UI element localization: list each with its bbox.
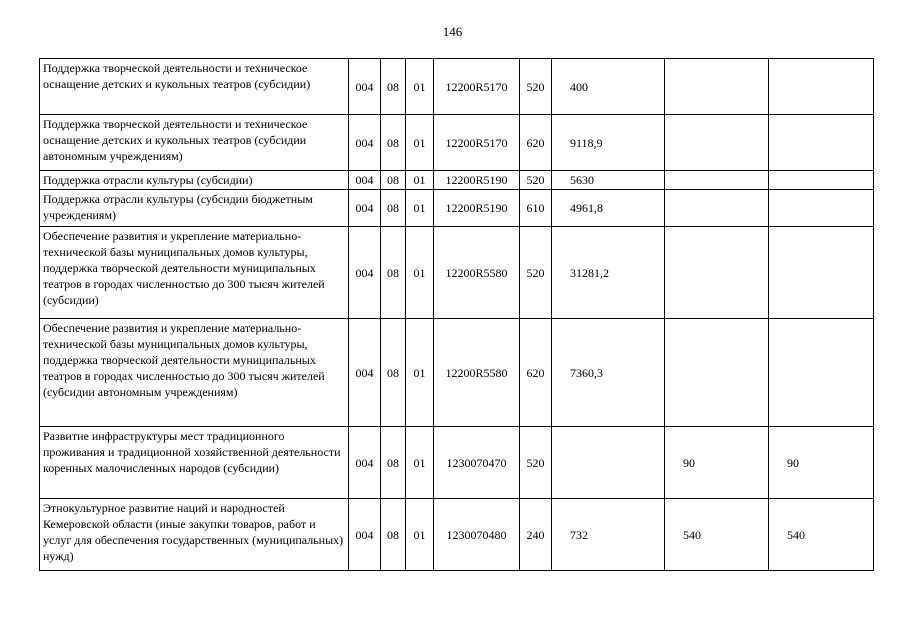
section-code: 08 bbox=[381, 190, 406, 227]
amount-year-3 bbox=[769, 319, 874, 427]
grbs-code: 004 bbox=[349, 227, 381, 319]
target-article-code: 12200R5580 bbox=[434, 319, 520, 427]
subsection-code: 01 bbox=[406, 319, 434, 427]
amount-year-3 bbox=[769, 115, 874, 171]
amount-year-3: 540 bbox=[769, 499, 874, 571]
expense-type-code: 520 bbox=[520, 59, 552, 115]
amount-year-1: 31281,2 bbox=[552, 227, 665, 319]
amount-year-2 bbox=[665, 115, 769, 171]
expense-name: Поддержка творческой деятельности и техническое оснащение детских и кукольных театров (субсидии) bbox=[40, 59, 349, 115]
grbs-code: 004 bbox=[349, 171, 381, 190]
grbs-code: 004 bbox=[349, 115, 381, 171]
table-row bbox=[40, 227, 874, 319]
target-article-code: 12200R5190 bbox=[434, 190, 520, 227]
subsection-code: 01 bbox=[406, 171, 434, 190]
amount-year-3 bbox=[769, 59, 874, 115]
amount-year-1 bbox=[552, 427, 665, 499]
amount-year-3: 90 bbox=[769, 427, 874, 499]
amount-year-2: 90 bbox=[665, 427, 769, 499]
amount-year-2 bbox=[665, 59, 769, 115]
amount-year-3 bbox=[769, 171, 874, 190]
section-code: 08 bbox=[381, 319, 406, 427]
expense-type-code: 520 bbox=[520, 227, 552, 319]
table-row bbox=[40, 190, 874, 227]
section-code: 08 bbox=[381, 115, 406, 171]
expense-name: Поддержка отрасли культуры (субсидии бюджетным учреждениям) bbox=[40, 190, 349, 227]
expense-type-code: 240 bbox=[520, 499, 552, 571]
target-article-code: 12200R5190 bbox=[434, 171, 520, 190]
amount-year-1: 7360,3 bbox=[552, 319, 665, 427]
target-article-code: 1230070480 bbox=[434, 499, 520, 571]
table-row bbox=[40, 115, 874, 171]
amount-year-2 bbox=[665, 227, 769, 319]
expense-name: Этнокультурное развитие наций и народностей Кемеровской области (иные закупки товаров, работ и услуг для обеспечения государственных (муниципальных) нужд) bbox=[40, 499, 349, 571]
expense-name: Обеспечение развития и укрепление материально-технической базы муниципальных домов культуры, поддержка творческой деятельности муниципальных театров в городах численностью до 300 тысяч жителей (субсидии автономным учреждениям) bbox=[40, 319, 349, 427]
table-row bbox=[40, 427, 874, 499]
grbs-code: 004 bbox=[349, 427, 381, 499]
table-row bbox=[40, 319, 874, 427]
expense-type-code: 520 bbox=[520, 427, 552, 499]
subsection-code: 01 bbox=[406, 227, 434, 319]
section-code: 08 bbox=[381, 499, 406, 571]
amount-year-2 bbox=[665, 171, 769, 190]
expense-type-code: 520 bbox=[520, 171, 552, 190]
amount-year-1: 732 bbox=[552, 499, 665, 571]
subsection-code: 01 bbox=[406, 59, 434, 115]
subsection-code: 01 bbox=[406, 499, 434, 571]
table-row bbox=[40, 499, 874, 571]
expense-name: Развитие инфраструктуры мест традиционного проживания и традиционной хозяйственной деятельности коренных малочисленных народов (субсидии) bbox=[40, 427, 349, 499]
subsection-code: 01 bbox=[406, 427, 434, 499]
section-code: 08 bbox=[381, 171, 406, 190]
table-row bbox=[40, 171, 874, 190]
section-code: 08 bbox=[381, 227, 406, 319]
target-article-code: 12200R5580 bbox=[434, 227, 520, 319]
expense-name: Обеспечение развития и укрепление материально-технической базы муниципальных домов культуры, поддержка творческой деятельности муниципальных театров в городах численностью до 300 тысяч жителей (субсидии) bbox=[40, 227, 349, 319]
subsection-code: 01 bbox=[406, 190, 434, 227]
subsection-code: 01 bbox=[406, 115, 434, 171]
grbs-code: 004 bbox=[349, 190, 381, 227]
grbs-code: 004 bbox=[349, 319, 381, 427]
target-article-code: 12200R5170 bbox=[434, 59, 520, 115]
grbs-code: 004 bbox=[349, 499, 381, 571]
amount-year-1: 5630 bbox=[552, 171, 665, 190]
amount-year-1: 400 bbox=[552, 59, 665, 115]
expense-type-code: 620 bbox=[520, 319, 552, 427]
table-row bbox=[40, 59, 874, 115]
amount-year-3 bbox=[769, 227, 874, 319]
amount-year-3 bbox=[769, 190, 874, 227]
budget-table bbox=[39, 58, 874, 571]
grbs-code: 004 bbox=[349, 59, 381, 115]
expense-type-code: 620 bbox=[520, 115, 552, 171]
expense-name: Поддержка творческой деятельности и техническое оснащение детских и кукольных театров (субсидии автономным учреждениям) bbox=[40, 115, 349, 171]
amount-year-1: 9118,9 bbox=[552, 115, 665, 171]
amount-year-2 bbox=[665, 319, 769, 427]
target-article-code: 1230070470 bbox=[434, 427, 520, 499]
amount-year-1: 4961,8 bbox=[552, 190, 665, 227]
amount-year-2 bbox=[665, 190, 769, 227]
section-code: 08 bbox=[381, 427, 406, 499]
expense-name: Поддержка отрасли культуры (субсидии) bbox=[40, 171, 349, 190]
amount-year-2: 540 bbox=[665, 499, 769, 571]
expense-type-code: 610 bbox=[520, 190, 552, 227]
page-number: 146 bbox=[442, 24, 463, 39]
target-article-code: 12200R5170 bbox=[434, 115, 520, 171]
section-code: 08 bbox=[381, 59, 406, 115]
